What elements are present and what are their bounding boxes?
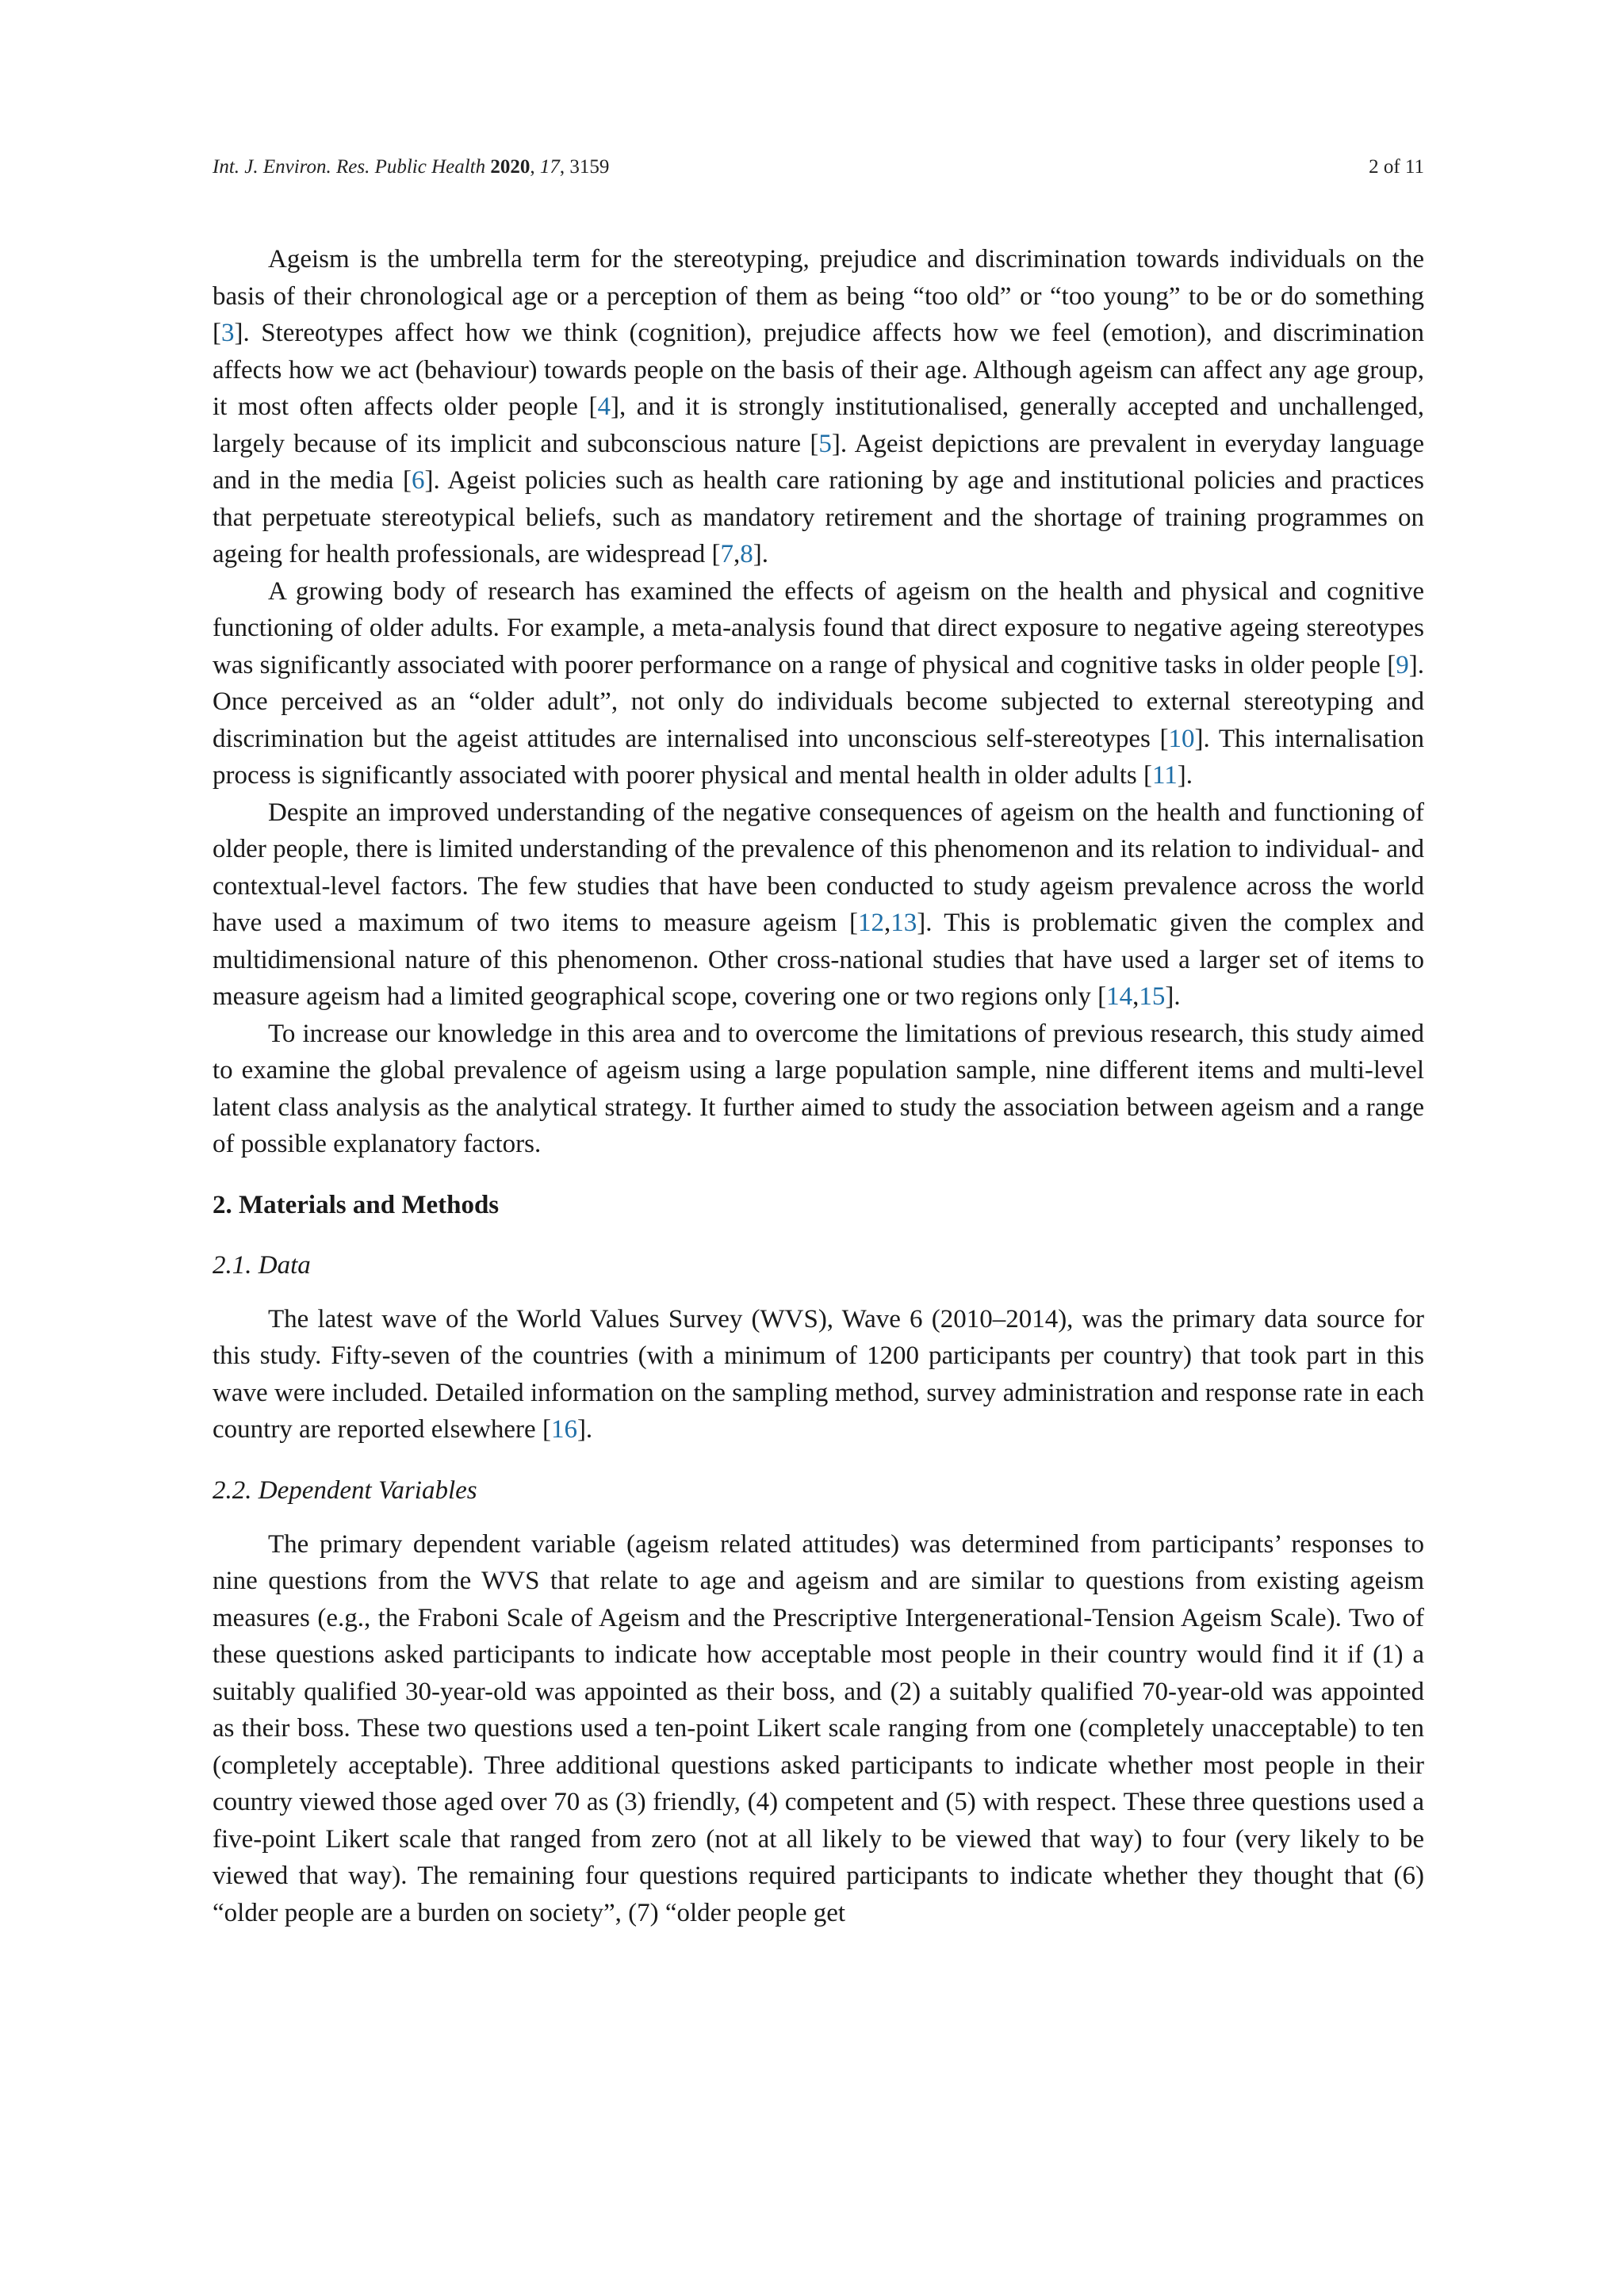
- journal-volume: 17: [539, 156, 560, 178]
- citation-link[interactable]: 13: [891, 909, 917, 937]
- section-heading: 2. Materials and Methods: [213, 1190, 500, 1219]
- subsection-heading: 2.2. Dependent Variables: [213, 1475, 477, 1505]
- paragraph-data-source: The latest wave of the World Values Survey (WVS), Wave 6 (2010–2014), was the primary data source for this study. Fifty-seven of the countries (with a minimum of 1200 participants per country) that took part in this wave were included. Detailed information on the sampling method, survey administration and response rate in each country are reported elsewhere [16].: [213, 1304, 1424, 1444]
- citation-link[interactable]: 16: [550, 1415, 577, 1444]
- paragraph-prevalence-gap: Despite an improved understanding of the negative consequences of ageism on the health and functioning of older people, there is limited understanding of the prevalence of this phenomenon and its relation to individual- and contextual-level factors. The few studies that have been conducted to study ageism prevalence across the world have used a maximum of two items to measure ageism [12,13]. This is problematic given the complex and multidimensional nature of this phenomenon. Other cross-national studies that have used a larger set of items to measure ageism had a limited geographical scope, covering one or two regions only [14,15].: [213, 798, 1424, 1011]
- journal-name: Int. J. Environ. Res. Public Health: [213, 156, 486, 178]
- citation-link[interactable]: 9: [1396, 650, 1409, 679]
- citation-link[interactable]: 6: [411, 466, 425, 495]
- citation-link[interactable]: 10: [1168, 724, 1195, 753]
- paragraph-study-aims: To increase our knowledge in this area and to overcome the limitations of previous research, this study aimed to examine the global prevalence of ageism using a large population sample, nine different items and multi-level latent class analysis as the analytical strategy. It further aimed to study the association between ageism and a range of possible explanatory factors.: [213, 1019, 1424, 1158]
- subsection-heading: 2.1. Data: [213, 1250, 311, 1280]
- article-number: 3159: [569, 156, 610, 178]
- citation-link[interactable]: 8: [740, 540, 753, 568]
- citation-link[interactable]: 11: [1151, 761, 1178, 790]
- journal-year: 2020: [490, 156, 530, 178]
- citation-link[interactable]: 7: [720, 540, 734, 568]
- page-number: 2 of 11: [1369, 156, 1424, 178]
- citation-link[interactable]: 14: [1106, 982, 1133, 1011]
- paragraph-health-effects: A growing body of research has examined the effects of ageism on the health and physical and cognitive functioning of older adults. For example, a meta-analysis found that direct exposure to negative ageing stereotypes was significantly associated with poorer performance on a range of physical and cognitive tasks in older people [9]. Once perceived as an “older adult”, not only do individuals become subjected to external stereotyping and discrimination but the ageist attitudes are internalised into unconscious self-stereotypes [10]. This internalisation process is significantly associated with poorer physical and mental health in older adults [11].: [213, 576, 1424, 790]
- citation-link[interactable]: 3: [221, 319, 235, 347]
- paragraph-ageism-definition: Ageism is the umbrella term for the stereotyping, prejudice and discrimination towards individuals on the basis of their chronological age or a perception of them as being “too old” or “too young” to be or do something [3]. Stereotypes affect how we think (cognition), prejudice affects how we feel (emotion), and discrimination affects how we act (behaviour) towards people on the basis of their age. Although ageism can affect any age group, it most often affects older people [4], and it is strongly institutionalised, generally accepted and unchallenged, largely because of its implicit and subconscious nature [5]. Ageist depictions are prevalent in everyday language and in the media [6]. Ageist policies such as health care rationing by age and institutional policies and practices that perpetuate stereotypical beliefs, such as mandatory retirement and the shortage of training programmes on ageing for health professionals, are widespread [7,8].: [213, 245, 1424, 568]
- citation-link[interactable]: 15: [1139, 982, 1166, 1011]
- paragraph-dependent-variables: The primary dependent variable (ageism related attitudes) was determined from participants’ responses to nine questions from the WVS that relate to age and ageism and are similar to questions from existing ageism measures (e.g., the Fraboni Scale of Ageism and the Prescriptive Intergenerational-Tension Ageism Scale). Two of these questions asked participants to indicate how acceptable most people in their country would find it if (1) a suitably qualified 30-year-old was appointed as their boss, and (2) a suitably qualified 70-year-old was appointed as their boss. These two questions used a ten-point Likert scale ranging from one (completely unacceptable) to ten (completely acceptable). Three additional questions asked participants to indicate whether most people in their country viewed those aged over 70 as (3) friendly, (4) competent and (5) with respect. These three questions used a five-point Likert scale that ranged from zero (not at all likely to be viewed that way) to four (very likely to be viewed that way). The remaining four questions required participants to indicate whether they thought that (6) “older people are a burden on society”, (7) “older people get: [213, 1529, 1424, 1927]
- running-header: Int. J. Environ. Res. Public Health 2020, 17, 3159 2 of 11: [213, 156, 1424, 178]
- citation-link[interactable]: 5: [818, 429, 832, 458]
- citation-link[interactable]: 4: [597, 392, 611, 421]
- body-text: [213, 241, 1424, 1931]
- citation-link[interactable]: 12: [857, 909, 884, 937]
